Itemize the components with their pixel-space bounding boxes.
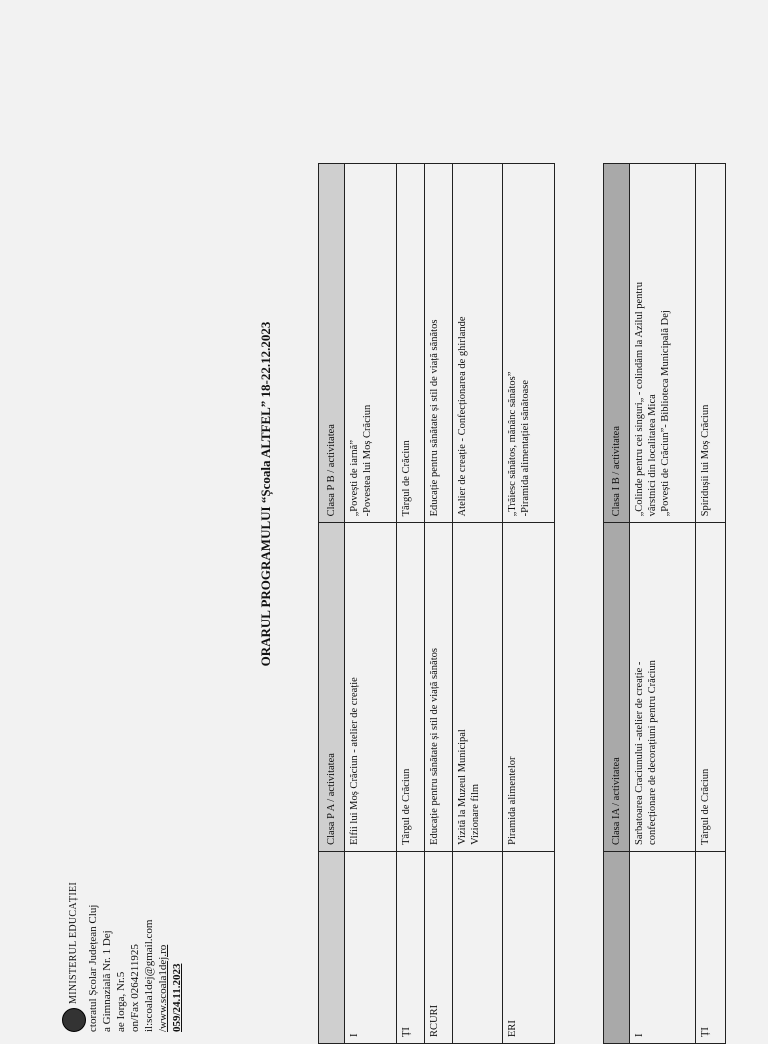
website-line: /www.scoala1dej.ro [157, 944, 169, 1032]
document-title: ORARUL PROGRAMULUI “Școala ALTFEL” 18-22.12.2023 [258, 321, 273, 667]
activity-line: Elfii lui Moș Crăciun - atelier de creație [349, 677, 360, 845]
table-header-row [319, 164, 345, 1044]
activity-cell [425, 164, 453, 523]
crest-icon [62, 1008, 86, 1032]
table-row [696, 164, 726, 1044]
day-cell [453, 851, 503, 1043]
table-row [630, 164, 696, 1044]
activity-line: Spiridușii lui Moș Crăciun [700, 404, 711, 517]
table-row [503, 164, 555, 1044]
day-cell: ȚI [696, 851, 726, 1043]
activity-cell [345, 523, 397, 851]
activity-line: Târgul de Crăciun [401, 768, 412, 845]
activity-line: Târgul de Crăciun [401, 440, 412, 517]
phone-line: on/Fax 0264211925 [129, 944, 141, 1032]
activity-cell [503, 164, 555, 523]
school-header [62, 792, 184, 1032]
activity-cell [453, 164, 503, 523]
activity-cell [630, 523, 696, 852]
activity-cell [453, 523, 503, 851]
schedule-table-first-grade [603, 163, 726, 1044]
header-class-ia: Clasa IA / activitatea [604, 523, 630, 852]
activity-cell [397, 164, 425, 523]
activity-line: Sarbatoarea Craciunului -atelier de creație - [634, 661, 645, 845]
activity-line: vârstnici din localitatea Mica [647, 394, 658, 517]
day-cell: I [345, 851, 397, 1043]
header-class-pb: Clasa P B / activitatea [319, 164, 345, 523]
inspectorate-line: ctoratul Școlar Județean Cluj [87, 904, 99, 1032]
table-row [453, 164, 503, 1044]
activity-cell [696, 164, 726, 523]
activity-line: -Povestea lui Moș Crăciun [362, 404, 373, 517]
address-line: ae Iorga, Nr.5 [115, 971, 127, 1032]
activity-line: -Piramida alimentației sănătoase [520, 379, 531, 517]
activity-line: Atelier de creație - Confecționarea de ghirlande [457, 316, 468, 517]
activity-line: „Colinde pentru cei singuri„ - colindăm la Azilul pentru [634, 281, 645, 517]
header-class-ib: Clasa I B / activitatea [604, 164, 630, 523]
activity-cell [696, 523, 726, 852]
table-row [345, 164, 397, 1044]
header-day-cell [604, 851, 630, 1043]
activity-cell [503, 523, 555, 851]
activity-line: confecționare de decorațiuni pentru Crăciun [647, 660, 658, 845]
day-cell: ERI [503, 851, 555, 1043]
activity-line: Târgul de Crăciun [700, 768, 711, 845]
email-line: il:scoala1dej@gmail.com [143, 919, 155, 1032]
ministry-line [62, 792, 86, 1032]
activity-cell [397, 523, 425, 851]
activity-line: Vizionare film [470, 783, 481, 845]
activity-line: „Povești de Crăciun”- Biblioteca Municipală Dej [660, 310, 671, 517]
table-header-row [604, 164, 630, 1044]
schedule-table-preparatory [318, 163, 555, 1044]
activity-line: „Povești de iarnă” [349, 440, 360, 517]
table-row [425, 164, 453, 1044]
table1-body [345, 164, 555, 1044]
activity-cell [345, 164, 397, 523]
activity-line: Piramida alimentelor [507, 756, 518, 845]
header-day-cell [319, 851, 345, 1043]
table-row [397, 164, 425, 1044]
table2-body [630, 164, 726, 1044]
activity-cell [630, 164, 696, 523]
school-name-line: a Gimnazială Nr. 1 Dej [101, 930, 113, 1032]
activity-line: Educație pentru sănătate și stil de viață sănătos [429, 319, 440, 517]
day-cell: I [630, 851, 696, 1043]
header-class-pa: Clasa P A / activitatea [319, 523, 345, 851]
day-cell: ȚI [397, 851, 425, 1043]
ministry-name: MINISTERUL EDUCAȚIEI [68, 881, 79, 1004]
registration-number: 059/24.11.2023 [171, 963, 183, 1032]
activity-cell [425, 523, 453, 851]
activity-line: Vizită la Muzeul Municipal [457, 729, 468, 845]
activity-line: Educație pentru sănătate și stil de viață sănătos [429, 648, 440, 845]
activity-line: „Trăiesc sănătos, mănânc sănătos” [507, 371, 518, 517]
day-cell: RCURI [425, 851, 453, 1043]
